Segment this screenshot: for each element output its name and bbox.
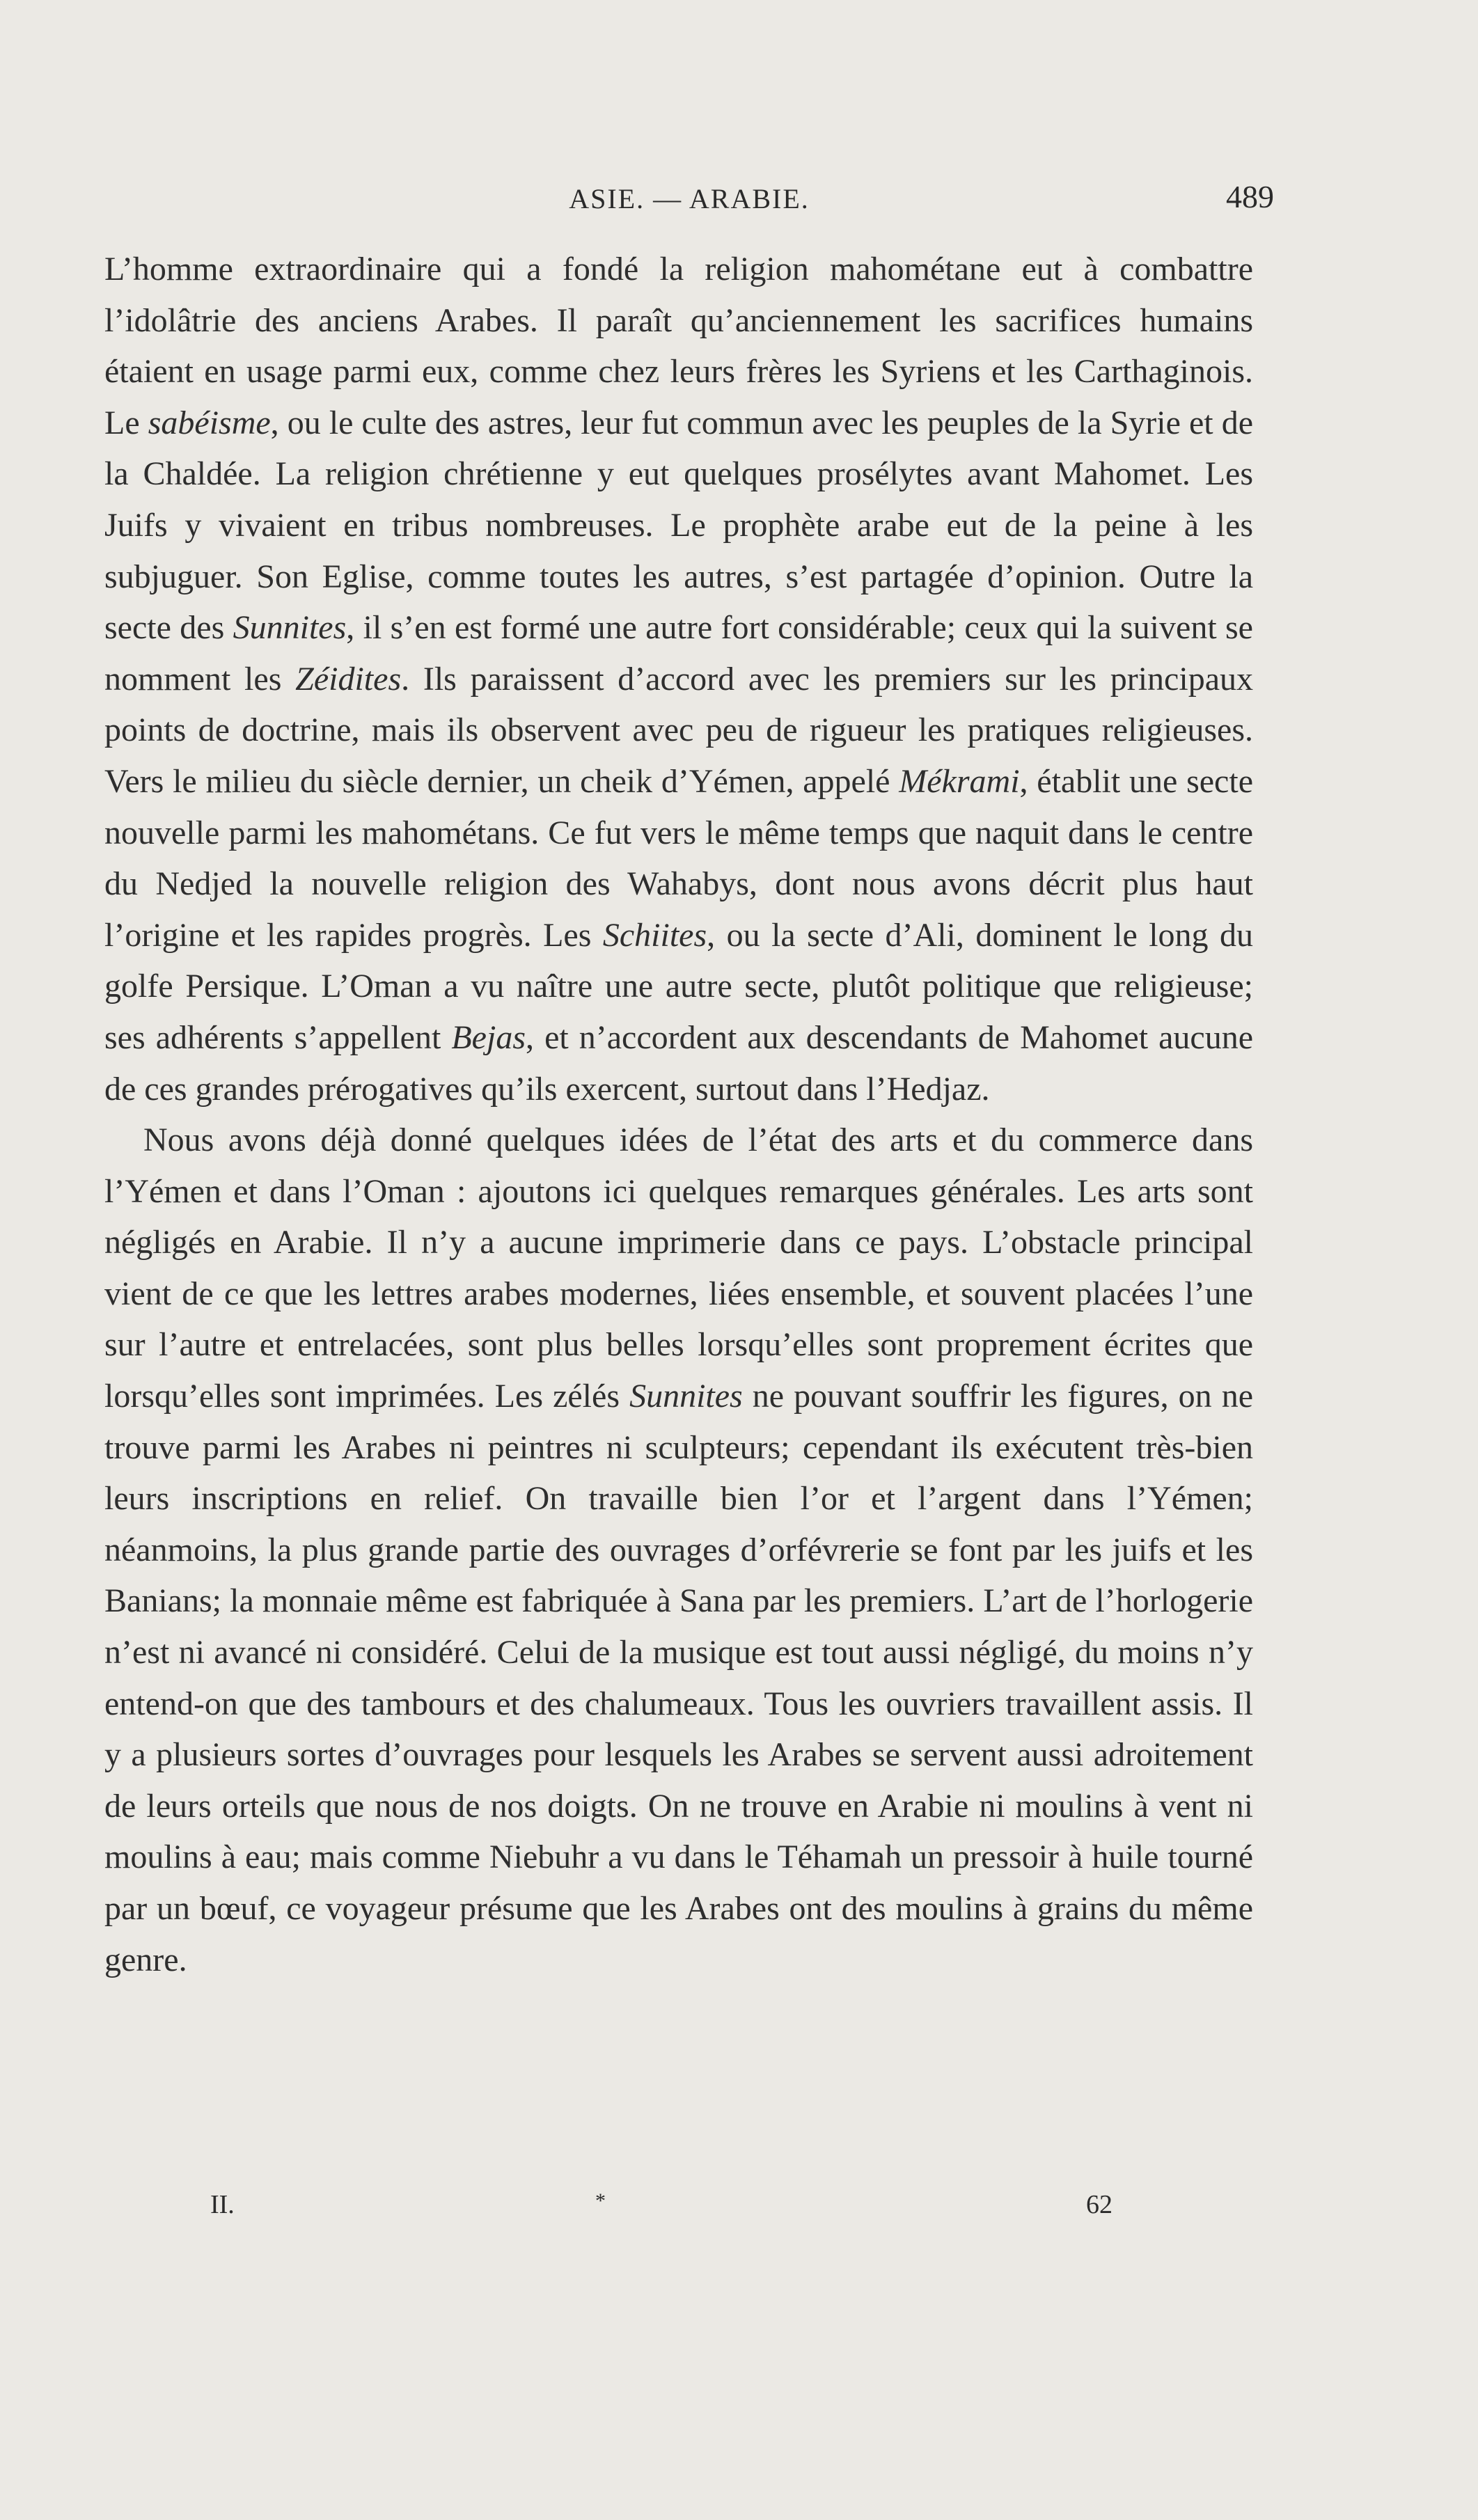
running-head: [104, 179, 1274, 224]
italic-term: Bejas: [451, 1018, 526, 1056]
italic-term: Sunnites: [629, 1378, 743, 1415]
text-run: , et n’accordent aux descendants de Mahomet aucune de ces grandes prérogatives qu’ils exercent, surtout dans l’Hedjaz.: [104, 1018, 1253, 1108]
italic-term: Sunnites: [233, 609, 347, 647]
volume-signature: II.: [210, 2190, 235, 2219]
italic-term: Schiites: [602, 916, 707, 954]
text-run: , établit une secte nouvelle parmi les mahométans. Ce fut vers le même temps que naquit dans le centre du Nedjed la nouvelle religion des Wahabys, dont nous avons décrit plus haut l’origine et les rapides progrès. Les: [104, 762, 1253, 954]
text-run: ne pouvant souffrir les figures, on ne trouve parmi les Arabes ni peintres ni sculpteurs; cependant ils exécutent très-bien leurs inscriptions en relief. On travaille bien l’or et l’argent dans l’Yémen; néanmoins, la plus grande partie des ouvrages d’orfévrerie se font par les juifs et les Banians; la monnaie même est fabriquée à Sana par les premiers. L’art de l’horlogerie n’est ni avancé ni considéré. Celui de la musique est tout aussi négligé, du moins n’y entend-on que des tambours et des chalumeaux. Tous les ouvriers travaillent assis. Il y a plusieurs sortes d’ouvrages pour lesquels les Arabes se servent aussi adroitement de leurs orteils que nous de nos doigts. On ne trouve en Arabie ni moulins à vent ni moulins à eau; mais comme Niebuhr a vu dans le Téhamah un pressoir à huile tourné par un bœuf, ce voyageur présume que les Arabes ont des moulins à grains du même genre.: [104, 1378, 1254, 1978]
star-mark: *: [595, 2189, 606, 2212]
text-run: L’homme extraordinaire qui a fondé la religion mahométane eut à combattre l’idolâtrie des anciens Arabes. Il paraît qu’anciennement les sacrifices humains étaient en usage parmi eux, comme chez leurs frères les Syriens et les Carthaginois. Le: [104, 251, 1253, 441]
text-run: , il s’en est formé une autre fort considérable; ceux qui la suivent se nomment les: [104, 609, 1253, 698]
italic-term: Mékrami: [899, 762, 1020, 800]
text-run: Nous avons déjà donné quelques idées de l’état des arts et du commerce dans l’Yémen et dans l’Oman : ajoutons ici quelques remarques générales. Les arts sont négligés en Arabie. Il n’y a aucune imprimerie dans ce pays. L’obstacle principal vient de ce que les lettres arabes modernes, liées ensemble, et souvent placées l’une sur l’autre et entrelacées, sont plus belles lorsqu’elles sont proprement écrites que lorsqu’elles sont imprimées. Les zélés: [104, 1121, 1253, 1415]
text-run: , ou la secte d’Ali, dominent le long du golfe Persique. L’Oman a vu naître une autre secte, plutôt politique que religieuse; ses adhérents s’appellent: [104, 916, 1253, 1056]
italic-term: Zéidites: [295, 660, 402, 698]
text-run: . Ils paraissent d’accord avec les premiers sur les principaux points de doctrine, mais ils observent avec peu de rigueur les pratiques religieuses. Vers le milieu du siècle dernier, un cheik d’Yémen, appelé: [104, 660, 1253, 800]
italic-term: sabéisme: [148, 404, 271, 441]
paragraph-arts: [104, 1115, 1253, 1985]
running-title: ASIE. — ARABIE.: [569, 183, 810, 214]
page-number: 489: [1226, 179, 1274, 214]
gathering-signature: 62: [1086, 2190, 1113, 2219]
text-run: , ou le culte des astres, leur fut commun avec les peuples de la Syrie et de la Chaldée. La religion chrétienne y eut quelques prosélytes avant Mahomet. Les Juifs y vivaient en tribus nombreuses. Le prophète arabe eut de la peine à les subjuguer. Son Eglise, comme toutes les autres, s’est partagée d’opinion. Outre la secte des: [104, 404, 1254, 647]
paragraph-religion: [104, 244, 1253, 1115]
body-text: [104, 244, 1253, 1985]
signature-line: [104, 2189, 1253, 2231]
